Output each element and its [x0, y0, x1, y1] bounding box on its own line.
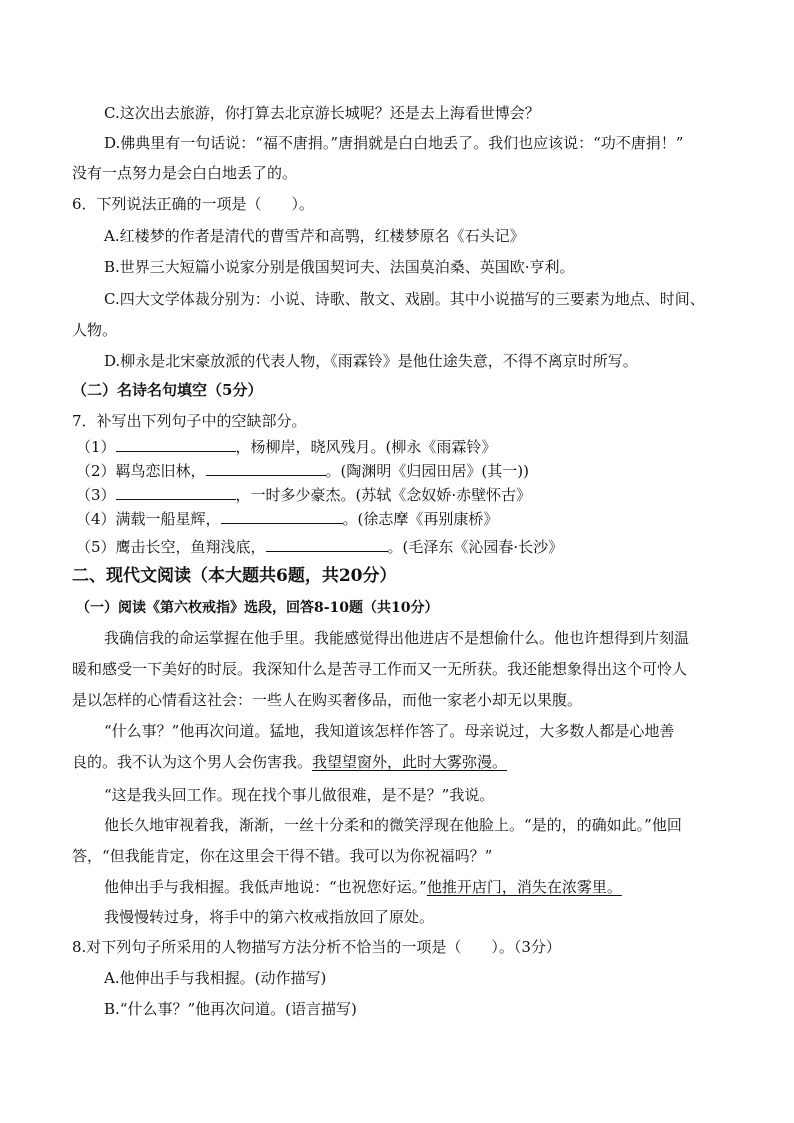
blank-line[interactable]	[266, 536, 388, 552]
section-reading-heading: 二、现代文阅读（本大题共6题，共20分）	[72, 566, 397, 586]
option-6a: A.红楼梦的作者是清代的曹雪芹和高鹗，红楼梦原名《石头记》	[104, 227, 525, 245]
passage-p2-line2: 良的。我不认为这个男人会伤害我。我望望窗外，此时大雾弥漫。	[72, 753, 508, 771]
blank-line[interactable]	[116, 436, 236, 452]
question-6-stem: 6．下列说法正确的一项是（ ）。	[72, 195, 315, 213]
passage-p2-line1: “什么事？”他再次问道。猛地，我知道该怎样作答了。母亲说过，大多数人都是心地善	[104, 722, 675, 740]
blank-line[interactable]	[206, 460, 326, 476]
passage-p4-line1: 他长久地审视着我，渐渐，一丝十分柔和的微笑浮现在他脸上。“是的，的确如此。”他回	[104, 816, 682, 834]
passage-p6: 我慢慢转过身，将手中的第六枚戒指放回了原处。	[104, 908, 435, 926]
option-8b: B.“什么事？”他再次问道。(语言描写)	[104, 1000, 357, 1018]
option-5d-line1: D.佛典里有一句话说：“福不唐捐。”唐捐就是白白地丢了。我们也应该说：“功不唐捐！”	[104, 134, 684, 152]
reading-sub-heading: （一）阅读《第六枚戒指》选段，回答8-10题（共10分）	[76, 600, 439, 616]
question-8-stem: 8.对下列句子所采用的人物描写方法分析不恰当的一项是（ ）。（3分）	[72, 938, 561, 956]
underlined-sentence: 我望望窗外，此时大雾弥漫。	[312, 753, 508, 771]
poem-item-5: （5）鹰击长空，鱼翔浅底， 。(毛泽东《沁园春·长沙》	[76, 538, 564, 556]
option-6c-line2: 人物。	[72, 321, 118, 339]
poem-item-4: （4）满载一船星辉， 。(徐志摩《再别康桥》	[76, 510, 499, 528]
option-5d-line2: 没有一点努力是会白白地丢了的。	[72, 164, 298, 182]
passage-p1-line2: 暖和感受一下美好的时辰。我深知什么是苦寻工作而又一无所获。我还能想象得出这个可怜人	[72, 660, 688, 678]
section-poem-heading: （二）名诗名句填空（5分）	[72, 381, 263, 399]
passage-p1-line3: 是以怎样的心情看这社会：一些人在购买奢侈品，而他一家老小却无以果腹。	[72, 691, 583, 709]
passage-p5: 他伸出手与我相握。我低声地说：“也祝您好运。”他推开店门，消失在浓雾里。	[104, 878, 622, 896]
passage-p4-line2: 答，“但我能肯定，你在这里会干得不错。我可以为你祝福吗？”	[72, 847, 493, 865]
poem-item-2: （2）羁鸟恋旧林， 。(陶渊明《归园田居》(其一))	[76, 462, 529, 480]
blank-line[interactable]	[116, 484, 236, 500]
blank-line[interactable]	[221, 508, 343, 524]
question-7-stem: 7．补写出下列句子中的空缺部分。	[72, 412, 307, 430]
option-8a: A.他伸出手与我相握。(动作描写)	[104, 969, 327, 987]
passage-p1-line1: 我确信我的命运掌握在他手里。我能感觉得出他进店不是想偷什么。他也许想得到片刻温	[104, 629, 690, 647]
option-6b: B.世界三大短篇小说家分别是俄国契诃夫、法国莫泊桑、英国欧·亨利。	[104, 258, 575, 276]
option-5c: C.这次出去旅游，你打算去北京游长城呢？还是去上海看世博会？	[104, 104, 540, 122]
passage-p3: “这是我头回工作。现在找个事儿做很难，是不是？”我说。	[104, 786, 495, 804]
option-6c-line1: C.四大文学体裁分别为：小说、诗歌、散文、戏剧。其中小说描写的三要素为地点、时间、	[104, 290, 705, 308]
poem-item-3: （3） ，一时多少豪杰。(苏轼《念奴娇·赤壁怀古》	[76, 486, 532, 504]
poem-item-1: （1） ，杨柳岸，晓风残月。(柳永《雨霖铃》	[76, 438, 497, 456]
option-6d: D.柳永是北宋豪放派的代表人物，《雨霖铃》是他仕途失意，不得不离京时所写。	[104, 352, 638, 370]
underlined-sentence: 他推开店门，消失在浓雾里。	[426, 878, 622, 896]
